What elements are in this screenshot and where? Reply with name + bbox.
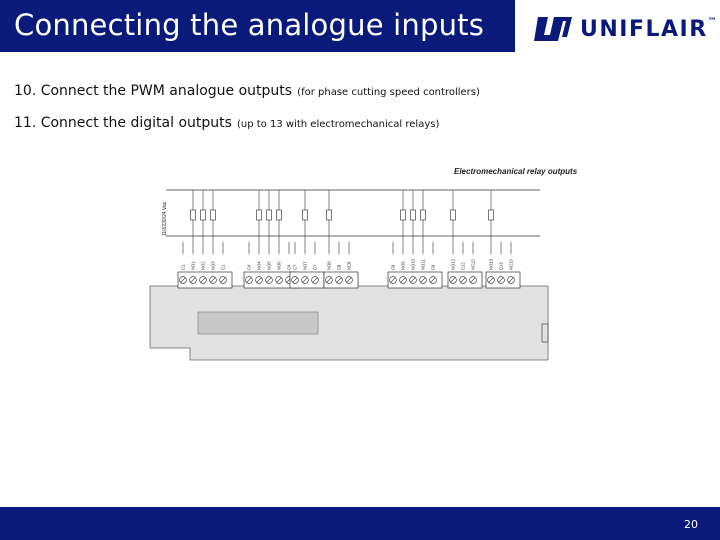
relay-load bbox=[267, 210, 272, 220]
terminal-label: NO10 bbox=[410, 259, 416, 270]
terminal-label: C4 bbox=[286, 264, 292, 270]
terminal-label: C12 bbox=[460, 262, 466, 270]
terminal-label: NO3 bbox=[210, 261, 216, 270]
terminal-label: NO2 bbox=[200, 261, 206, 270]
relay-load bbox=[257, 210, 262, 220]
slide-title: Connecting the analogue inputs bbox=[14, 8, 485, 42]
relay-load bbox=[401, 210, 406, 220]
terminal-label: NO11 bbox=[420, 259, 426, 270]
terminal-label: NO13 bbox=[488, 259, 494, 270]
diagram-heading: Electromechanical relay outputs bbox=[454, 167, 578, 176]
uniflair-logo-mark-icon bbox=[534, 15, 574, 43]
relay-load bbox=[277, 210, 282, 220]
terminal-label: NC12 bbox=[470, 259, 476, 270]
terminal-label: C4 bbox=[246, 264, 252, 270]
wiring-diagram bbox=[150, 160, 578, 360]
item-11-note: (up to 13 with electromechanical relays) bbox=[237, 119, 440, 130]
slide-footer bbox=[0, 507, 720, 540]
terminal-label: NC13 bbox=[508, 259, 514, 270]
terminal-label: NO1 bbox=[190, 261, 196, 270]
relay-load bbox=[489, 210, 494, 220]
relay-load bbox=[201, 210, 206, 220]
item-11-text: 11. Connect the digital outputs bbox=[14, 115, 232, 131]
terminal-label: C8 bbox=[336, 264, 342, 270]
relay-load bbox=[451, 210, 456, 220]
terminal-label: NO5 bbox=[266, 261, 272, 270]
terminal-label: NO4 bbox=[256, 261, 262, 270]
supply-voltage-label: 110/230/24 Vac bbox=[162, 201, 168, 236]
terminal-label: NO8 bbox=[326, 261, 332, 270]
terminal-label: C7 bbox=[312, 264, 318, 270]
item-10-note: (for phase cutting speed controllers) bbox=[297, 87, 480, 98]
terminal-label: C9 bbox=[430, 264, 436, 270]
terminal-label: C1 bbox=[180, 264, 186, 270]
terminal-label: NO6 bbox=[276, 261, 282, 270]
item-10-text: 10. Connect the PWM analogue outputs bbox=[14, 83, 293, 99]
relay-load bbox=[211, 210, 216, 220]
logo-text: UNIFLAIR™ bbox=[580, 16, 719, 42]
relay-load bbox=[411, 210, 416, 220]
relay-load bbox=[421, 210, 426, 220]
relay-load bbox=[303, 210, 308, 220]
terminal-label: C7 bbox=[292, 264, 298, 270]
slide-header bbox=[0, 0, 720, 60]
connector-strip bbox=[198, 312, 318, 334]
terminal-label: C13 bbox=[498, 262, 504, 270]
instruction-item-11 bbox=[14, 112, 439, 131]
terminal-label: NO12 bbox=[450, 259, 456, 270]
terminal-label: NO7 bbox=[302, 261, 308, 270]
terminal-label: C1 bbox=[220, 264, 226, 270]
terminal-label: NC8 bbox=[346, 261, 352, 270]
title-bar bbox=[0, 0, 515, 52]
instruction-item-10 bbox=[14, 80, 480, 99]
page-number: 20 bbox=[684, 518, 698, 531]
relay-load bbox=[191, 210, 196, 220]
uniflair-logo bbox=[534, 14, 718, 44]
relay-load bbox=[327, 210, 332, 220]
terminal-label: NO9 bbox=[400, 261, 406, 270]
terminal-label: C9 bbox=[390, 264, 396, 270]
